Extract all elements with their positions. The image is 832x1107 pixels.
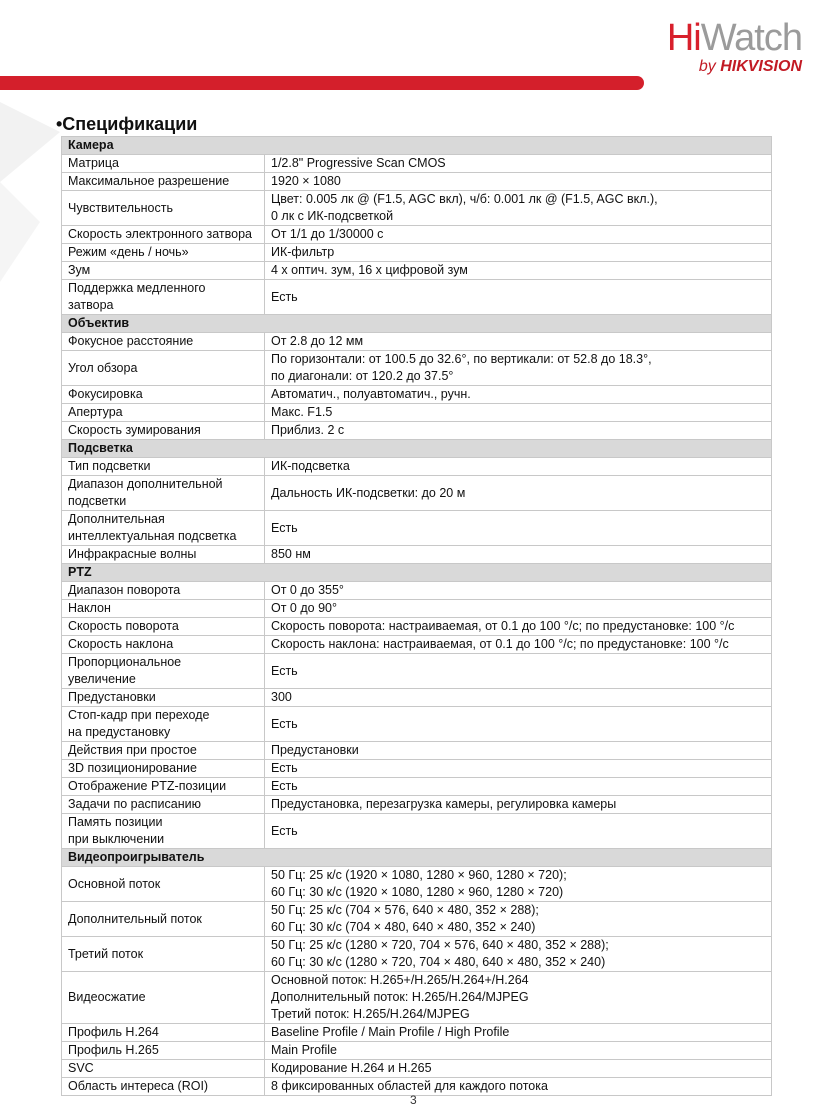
spec-table-body bbox=[62, 137, 772, 1096]
spec-row bbox=[62, 814, 772, 849]
section-title: Подсветка bbox=[62, 440, 772, 458]
spec-row bbox=[62, 476, 772, 511]
spec-key: Видеосжатие bbox=[62, 972, 265, 1024]
spec-row bbox=[62, 155, 772, 173]
spec-value: Приблиз. 2 с bbox=[265, 422, 772, 440]
spec-key: Скорость зумирования bbox=[62, 422, 265, 440]
spec-row bbox=[62, 191, 772, 226]
spec-value: Есть bbox=[265, 778, 772, 796]
spec-row bbox=[62, 511, 772, 546]
spec-key: Наклон bbox=[62, 600, 265, 618]
spec-value: Цвет: 0.005 лк @ (F1.5, AGC вкл), ч/б: 0.001 лк @ (F1.5, AGC вкл.), 0 лк с ИК-подсветкой bbox=[265, 191, 772, 226]
spec-row bbox=[62, 937, 772, 972]
spec-row bbox=[62, 280, 772, 315]
spec-key: Режим «день / ночь» bbox=[62, 244, 265, 262]
spec-key: Фокусировка bbox=[62, 386, 265, 404]
spec-key: Память позиции при выключении bbox=[62, 814, 265, 849]
spec-row bbox=[62, 796, 772, 814]
spec-value: От 0 до 355° bbox=[265, 582, 772, 600]
spec-value: Есть bbox=[265, 707, 772, 742]
spec-row bbox=[62, 226, 772, 244]
spec-value: По горизонтали: от 100.5 до 32.6°, по вертикали: от 52.8 до 18.3°, по диагонали: от 120.2 до 37.5° bbox=[265, 351, 772, 386]
spec-value: Макс. F1.5 bbox=[265, 404, 772, 422]
section-header-row bbox=[62, 137, 772, 155]
spec-value: Предустановки bbox=[265, 742, 772, 760]
spec-key: Дополнительный поток bbox=[62, 902, 265, 937]
spec-value: Автоматич., полуавтоматич., ручн. bbox=[265, 386, 772, 404]
spec-key: Диапазон дополнительной подсветки bbox=[62, 476, 265, 511]
spec-key: Угол обзора bbox=[62, 351, 265, 386]
spec-key: Тип подсветки bbox=[62, 458, 265, 476]
spec-key: Зум bbox=[62, 262, 265, 280]
section-header-row bbox=[62, 564, 772, 582]
spec-row bbox=[62, 600, 772, 618]
section-title: PTZ bbox=[62, 564, 772, 582]
spec-value: 50 Гц: 25 к/с (704 × 576, 640 × 480, 352 × 288); 60 Гц: 30 к/с (704 × 480, 640 × 480, 352 × 240) bbox=[265, 902, 772, 937]
spec-key: Скорость наклона bbox=[62, 636, 265, 654]
spec-value: ИК-фильтр bbox=[265, 244, 772, 262]
spec-row bbox=[62, 778, 772, 796]
spec-row bbox=[62, 902, 772, 937]
spec-row bbox=[62, 546, 772, 564]
spec-key: Предустановки bbox=[62, 689, 265, 707]
logo-brand-b: Watch bbox=[700, 17, 802, 59]
spec-value: Дальность ИК-подсветки: до 20 м bbox=[265, 476, 772, 511]
page-heading: •Спецификации bbox=[56, 114, 198, 134]
spec-key: Профиль H.264 bbox=[62, 1024, 265, 1042]
spec-value: Скорость поворота: настраиваемая, от 0.1 до 100 °/c; по предустановке: 100 °/c bbox=[265, 618, 772, 636]
spec-value: 300 bbox=[265, 689, 772, 707]
spec-key: Дополнительная интеллектуальная подсветка bbox=[62, 511, 265, 546]
spec-value: 50 Гц: 25 к/с (1280 × 720, 704 × 576, 640 × 480, 352 × 288); 60 Гц: 30 к/с (1280 × 720, 704 × 480, 640 × 480, 352 × 240) bbox=[265, 937, 772, 972]
spec-row bbox=[62, 173, 772, 191]
spec-row bbox=[62, 689, 772, 707]
spec-row bbox=[62, 618, 772, 636]
spec-row bbox=[62, 972, 772, 1024]
spec-key: Стоп-кадр при переходе на предустановку bbox=[62, 707, 265, 742]
spec-value: Есть bbox=[265, 814, 772, 849]
spec-key: Диапазон поворота bbox=[62, 582, 265, 600]
spec-key: Поддержка медленного затвора bbox=[62, 280, 265, 315]
spec-key: Задачи по расписанию bbox=[62, 796, 265, 814]
spec-key: Инфракрасные волны bbox=[62, 546, 265, 564]
spec-row bbox=[62, 333, 772, 351]
page-number: 3 bbox=[410, 1093, 417, 1107]
spec-value: Есть bbox=[265, 511, 772, 546]
spec-value: Есть bbox=[265, 760, 772, 778]
spec-value: От 0 до 90° bbox=[265, 600, 772, 618]
spec-key: Основной поток bbox=[62, 867, 265, 902]
spec-key: Действия при простое bbox=[62, 742, 265, 760]
spec-row bbox=[62, 351, 772, 386]
spec-value: 8 фиксированных областей для каждого потока bbox=[265, 1078, 772, 1096]
spec-key: 3D позиционирование bbox=[62, 760, 265, 778]
spec-row bbox=[62, 582, 772, 600]
spec-row bbox=[62, 458, 772, 476]
section-header-row bbox=[62, 849, 772, 867]
spec-row bbox=[62, 244, 772, 262]
spec-value: 850 нм bbox=[265, 546, 772, 564]
section-title: Камера bbox=[62, 137, 772, 155]
spec-key: Третий поток bbox=[62, 937, 265, 972]
hiwatch-logo bbox=[667, 18, 802, 76]
logo-brand-a: Hi bbox=[666, 17, 701, 59]
spec-row bbox=[62, 1042, 772, 1060]
spec-row bbox=[62, 386, 772, 404]
spec-value: Предустановка, перезагрузка камеры, регулировка камеры bbox=[265, 796, 772, 814]
spec-row bbox=[62, 636, 772, 654]
spec-value: 4 х оптич. зум, 16 х цифровой зум bbox=[265, 262, 772, 280]
spec-value: Кодирование H.264 и H.265 bbox=[265, 1060, 772, 1078]
spec-key: SVC bbox=[62, 1060, 265, 1078]
spec-row bbox=[62, 1060, 772, 1078]
spec-value: Скорость наклона: настраиваемая, от 0.1 до 100 °/c; по предустановке: 100 °/c bbox=[265, 636, 772, 654]
spec-key: Чувствительность bbox=[62, 191, 265, 226]
header-red-bar bbox=[0, 76, 644, 90]
spec-key: Пропорциональное увеличение bbox=[62, 654, 265, 689]
spec-key: Скорость поворота bbox=[62, 618, 265, 636]
spec-row bbox=[62, 867, 772, 902]
spec-key: Максимальное разрешение bbox=[62, 173, 265, 191]
spec-value: От 2.8 до 12 мм bbox=[265, 333, 772, 351]
logo-sub-b: HIKVISION bbox=[720, 58, 802, 75]
logo-wordmark bbox=[667, 18, 802, 58]
spec-value: Есть bbox=[265, 654, 772, 689]
spec-key: Отображение PTZ-позиции bbox=[62, 778, 265, 796]
spec-key: Область интереса (ROI) bbox=[62, 1078, 265, 1096]
spec-value: ИК-подсветка bbox=[265, 458, 772, 476]
spec-key: Скорость электронного затвора bbox=[62, 226, 265, 244]
spec-row bbox=[62, 1024, 772, 1042]
logo-sub-a: by bbox=[698, 58, 721, 75]
spec-value: 1/2.8" Progressive Scan CMOS bbox=[265, 155, 772, 173]
spec-value: Основной поток: H.265+/H.265/H.264+/H.264 Дополнительный поток: H.265/H.264/MJPEG Третий поток: H.265/H.264/MJPEG bbox=[265, 972, 772, 1024]
spec-row bbox=[62, 742, 772, 760]
spec-row bbox=[62, 422, 772, 440]
logo-subline bbox=[667, 58, 802, 76]
spec-value: 1920 × 1080 bbox=[265, 173, 772, 191]
spec-key: Фокусное расстояние bbox=[62, 333, 265, 351]
spec-row bbox=[62, 654, 772, 689]
spec-value: Main Profile bbox=[265, 1042, 772, 1060]
spec-value: Есть bbox=[265, 280, 772, 315]
section-header-row bbox=[62, 440, 772, 458]
spec-key: Матрица bbox=[62, 155, 265, 173]
spec-value: От 1/1 до 1/30000 с bbox=[265, 226, 772, 244]
spec-row bbox=[62, 262, 772, 280]
spec-key: Апертура bbox=[62, 404, 265, 422]
spec-row bbox=[62, 707, 772, 742]
section-title: Объектив bbox=[62, 315, 772, 333]
section-header-row bbox=[62, 315, 772, 333]
spec-value: Baseline Profile / Main Profile / High Profile bbox=[265, 1024, 772, 1042]
spec-row bbox=[62, 404, 772, 422]
section-title: Видеопроигрыватель bbox=[62, 849, 772, 867]
spec-row bbox=[62, 760, 772, 778]
spec-key: Профиль H.265 bbox=[62, 1042, 265, 1060]
spec-value: 50 Гц: 25 к/с (1920 × 1080, 1280 × 960, 1280 × 720); 60 Гц: 30 к/с (1920 × 1080, 1280 × 960, 1280 × 720) bbox=[265, 867, 772, 902]
spec-table bbox=[61, 136, 772, 1096]
